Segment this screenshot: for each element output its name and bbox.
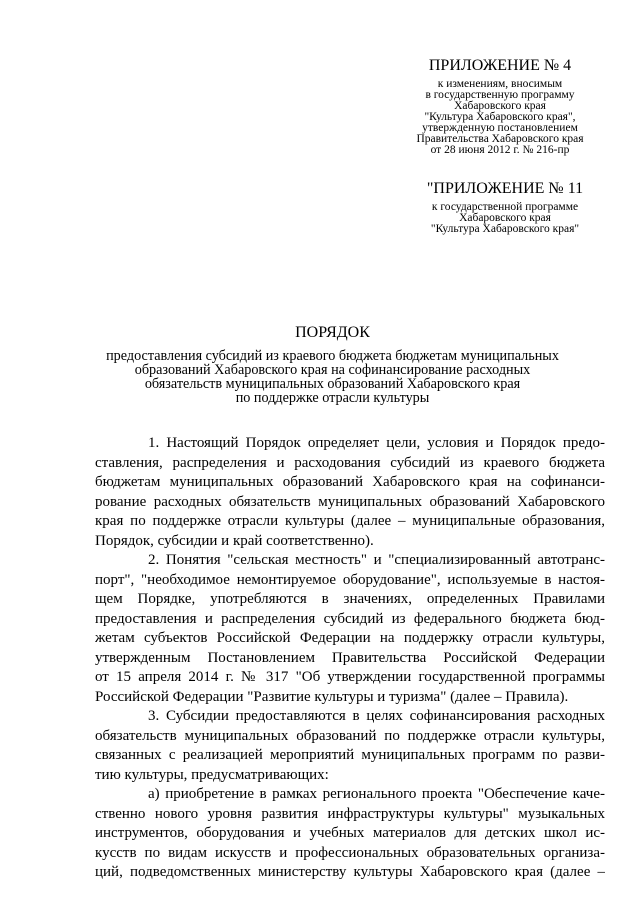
body-line: обязательств муниципальных образований по поддержке отрасли культуры, xyxy=(95,727,605,744)
document-body xyxy=(95,434,605,883)
body-line: щем Порядке, употребляются в значениях, определенных Правилами xyxy=(95,591,605,607)
document-subtitle-line: обязательств муниципальных образований Хабаровского края xyxy=(144,376,521,392)
appendix-4-line: "Культура Хабаровского края", xyxy=(424,111,576,123)
appendix-4-line: Хабаровского края xyxy=(454,100,546,112)
body-line: Российской Федерации "Развитие культуры и туризма" (далее – Правила). xyxy=(95,688,569,705)
document-subtitle-line: предоставления субсидий из краевого бюджета бюджетам муниципальных xyxy=(106,348,559,364)
appendix-4-line: к изменениям, вносимым xyxy=(437,78,563,90)
body-line: от 15 апреля 2014 г. № 317 "Об утверждении государственной программы xyxy=(95,669,605,685)
body-line: связанных с реализацией мероприятий муниципальных программ по разви- xyxy=(95,747,605,763)
body-line: а) приобретение в рамках регионального проекта "Обеспечение каче- xyxy=(148,786,605,802)
body-line: Порядок, субсидии и край соответственно). xyxy=(95,532,374,549)
body-line: рование расходных обязательств муниципальных образований Хабаровского xyxy=(95,493,605,510)
body-line: тию культуры, предусматривающих: xyxy=(95,766,329,783)
body-line: края по поддержке отрасли культуры (далее – муниципальные образования, xyxy=(95,513,605,529)
body-line: ставления, распределения и расходования субсидий из краевого бюджета xyxy=(95,454,605,471)
body-line: 3. Субсидии предоставляются в целях софинансирования расходных xyxy=(148,708,605,724)
body-line: бюджетам муниципальных образований Хабаровского края на софинанси- xyxy=(95,474,605,490)
document-title-block xyxy=(60,323,605,405)
appendix-4-line: утвержденную постановлением xyxy=(422,122,578,134)
appendix-11-line: Хабаровского края xyxy=(459,212,551,224)
appendix-4-line: в государственную программу xyxy=(425,89,575,101)
body-line: 1. Настоящий Порядок определяет цели, условия и Порядок предо- xyxy=(148,435,605,451)
document-title: ПОРЯДОК xyxy=(295,324,370,341)
body-line: предоставления и распределения субсидий из федерального бюджета бюд- xyxy=(95,610,605,627)
appendix-11-line: "Культура Хабаровского края" xyxy=(430,223,580,235)
appendix-4-line: Правительства Хабаровского края xyxy=(416,133,584,145)
appendix-11-title: "ПРИЛОЖЕНИЕ № 11 xyxy=(426,180,584,197)
appendix-4-header xyxy=(395,57,605,156)
document-subtitle-line: по поддержке отрасли культуры xyxy=(235,390,430,406)
body-line: жетам субъектов Российской Федерации на поддержку отрасли культуры, xyxy=(95,630,605,646)
body-line: инструментов, оборудования и учебных материалов для детских школ ис- xyxy=(95,825,605,841)
appendix-4-line: от 28 июня 2012 г. № 216-пр xyxy=(430,144,570,156)
body-line: ственно нового уровня развития инфраструктуры культуры" музыкальных xyxy=(95,805,605,822)
appendix-11-header xyxy=(400,180,610,235)
document-subtitle-line: образований Хабаровского края на софинансирование расходных xyxy=(134,362,531,378)
appendix-11-line: к государственной программе xyxy=(431,201,579,213)
body-line: 2. Понятия "сельская местность" и "специализированный автотранс- xyxy=(148,552,605,568)
body-line: ций, подведомственных министерству культуры Хабаровского края (далее – xyxy=(95,864,605,880)
body-line: кусств по видам искусств и профессиональных образовательных организа- xyxy=(95,844,605,861)
body-line: утвержденным Постановлением Правительства Российской Федерации xyxy=(95,649,605,666)
body-line: порт", "необходимое немонтируемое оборудование", используемые в настоя- xyxy=(95,571,605,588)
appendix-4-title: ПРИЛОЖЕНИЕ № 4 xyxy=(428,57,572,74)
